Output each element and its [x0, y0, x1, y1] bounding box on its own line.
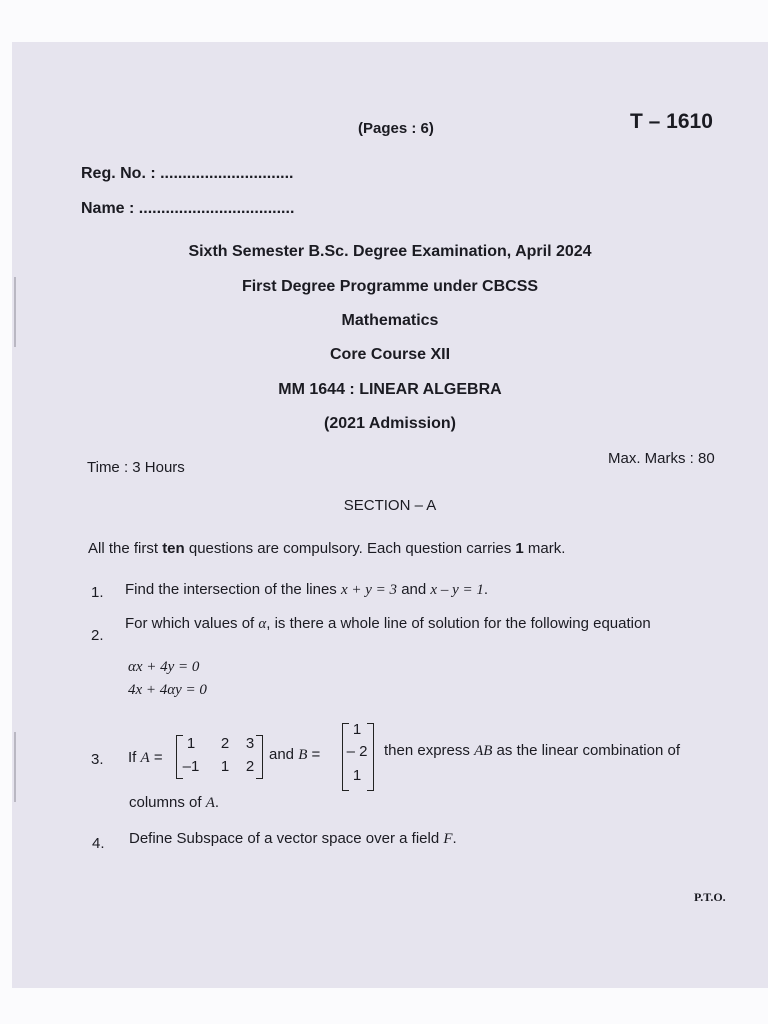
question-number: 4. — [92, 835, 105, 852]
question-3-text: then express AB as the linear combination of — [384, 742, 681, 759]
matrix-cell: 1 — [352, 767, 362, 784]
question-2: For which values of α, is there a whole line of solution for the following equation — [125, 615, 651, 632]
time-label: Time : 3 Hours — [87, 459, 185, 476]
max-marks-label: Max. Marks : 80 — [608, 450, 715, 467]
matrix-cell: – 2 — [346, 743, 368, 760]
page-turn-over: P.T.O. — [694, 890, 726, 904]
exam-title: Sixth Semester B.Sc. Degree Examination, April 2024 — [188, 243, 592, 260]
matrix-cell: –1 — [182, 758, 200, 775]
section-instructions: All the first ten questions are compulsory. Each question carries 1 mark. — [88, 540, 566, 557]
matrix-cell: 2 — [245, 758, 255, 775]
matrix-bracket — [367, 723, 374, 791]
equation: αx + 4y = 0 — [128, 659, 200, 675]
admission-year: (2021 Admission) — [324, 415, 456, 432]
matrix-cell: 3 — [245, 735, 255, 752]
question-number: 1. — [91, 584, 104, 601]
section-heading: SECTION – A — [343, 497, 437, 514]
programme-title: First Degree Programme under CBCSS — [241, 278, 539, 295]
matrix-cell: 2 — [220, 735, 230, 752]
paper-code: T – 1610 — [630, 110, 713, 133]
question-3-and: and B = — [269, 746, 321, 763]
question-number: 3. — [91, 751, 104, 768]
reg-no-field: Reg. No. : .............................. — [81, 165, 294, 182]
matrix-bracket — [256, 735, 263, 779]
equation: 4x + 4αy = 0 — [128, 682, 207, 698]
subject-title: Mathematics — [341, 312, 439, 329]
binding-mark — [14, 732, 16, 802]
question-4: Define Subspace of a vector space over a field F. — [129, 830, 457, 847]
name-field: Name : ................................... — [81, 200, 295, 217]
page-count: (Pages : 6) — [358, 120, 434, 137]
paper-title: MM 1644 : LINEAR ALGEBRA — [278, 381, 502, 398]
matrix-cell: 1 — [186, 735, 196, 752]
matrix-cell: 1 — [352, 721, 362, 738]
course-title: Core Course XII — [329, 346, 451, 363]
question-1: Find the intersection of the lines x + y = 3 and x – y = 1. — [125, 581, 489, 598]
question-3-continuation: columns of A. — [129, 794, 220, 811]
question-3-lead: If A = — [128, 749, 163, 766]
question-number: 2. — [91, 627, 104, 644]
matrix-cell: 1 — [220, 758, 230, 775]
exam-paper — [12, 42, 768, 988]
